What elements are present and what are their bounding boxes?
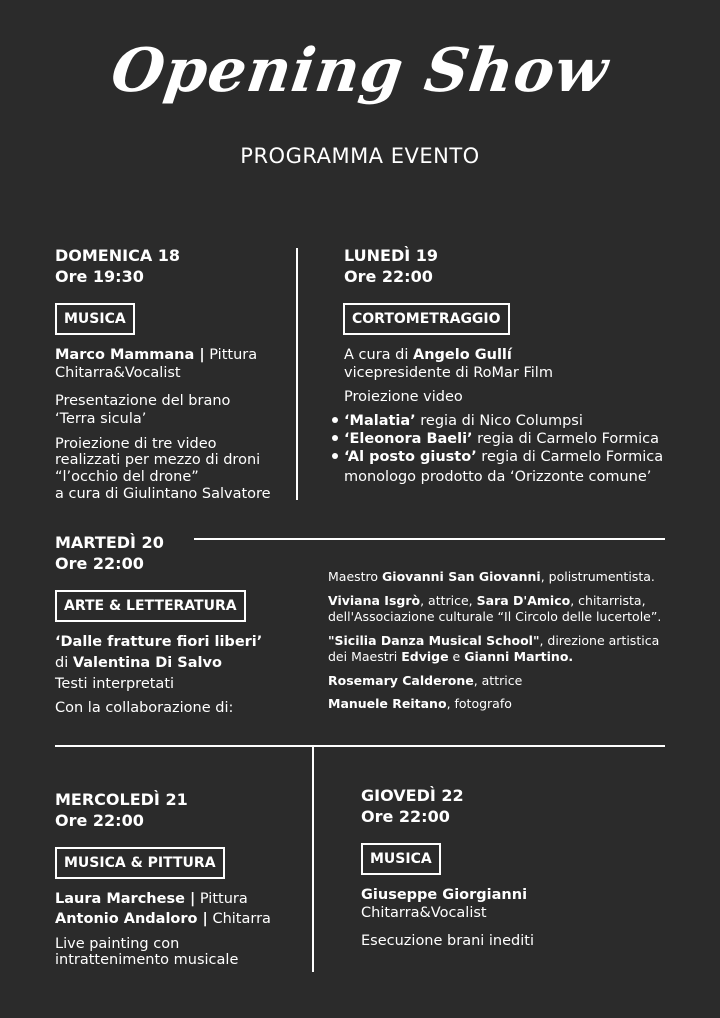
artist-role: Pittura xyxy=(195,891,248,907)
collaborator-item xyxy=(328,633,698,649)
collaborator-item xyxy=(328,593,698,609)
lunedi-tag: CORTOMETRAGGIO xyxy=(343,303,510,335)
vertical-divider-bottom xyxy=(312,747,314,972)
artist-name: Antonio Andaloro | xyxy=(55,911,208,927)
lunedi-day xyxy=(344,245,438,287)
page-subtitle: PROGRAMMA EVENTO xyxy=(240,144,480,168)
curator-name: Angelo Gullí xyxy=(413,347,512,363)
collab-name: Sara D'Amico xyxy=(476,593,571,608)
bullet-icon xyxy=(332,435,338,441)
film-item xyxy=(332,430,674,448)
giovedi-content xyxy=(361,886,661,950)
event-line: Presentazione del brano xyxy=(55,393,231,409)
collab-role: , chitarrista, xyxy=(570,593,646,608)
day-label: GIOVEDÌ 22 xyxy=(361,786,464,805)
event-line: intrattenimento musicale xyxy=(55,952,239,968)
time-label: Ore 22:00 xyxy=(55,811,144,830)
film-title: ‘Al posto giusto’ xyxy=(344,449,477,465)
film-director: regia di Nico Columpsi xyxy=(415,413,583,429)
collaborator-item xyxy=(328,696,698,712)
collab-role: , fotografo xyxy=(446,696,512,711)
event-line: ‘Terra sicula’ xyxy=(55,411,147,427)
artist-name: Giuseppe Giorgianni xyxy=(361,887,528,903)
work-title: ‘Dalle fratture fiori liberi’ xyxy=(55,634,263,650)
collab-role: , attrice xyxy=(473,673,523,688)
bullet-icon xyxy=(332,417,338,423)
time-label: Ore 22:00 xyxy=(361,807,450,826)
collaborator-item xyxy=(328,569,698,585)
time-label: Ore 22:00 xyxy=(344,267,433,286)
collaborator-item xyxy=(328,649,698,665)
artist-line xyxy=(55,890,305,908)
event-line: “l’occhio del drone” xyxy=(55,469,199,485)
film-director: regia di Carmelo Formica xyxy=(476,449,664,465)
giovedi-tag: MUSICA xyxy=(361,843,441,875)
artist-role: Pittura xyxy=(204,347,258,363)
film-director: regia di Carmelo Formica xyxy=(472,431,660,447)
collab-name: Manuele Reitano xyxy=(328,696,447,711)
time-label: Ore 19:30 xyxy=(55,267,144,286)
event-line: Proiezione di tre video xyxy=(55,436,217,452)
monologo-line: monologo prodotto da ‘Orizzonte comune’ xyxy=(344,469,652,485)
collab-prefix: Maestro xyxy=(328,569,383,584)
collab-name: Gianni Martino. xyxy=(464,649,574,664)
horizontal-divider-martedi xyxy=(194,538,665,540)
collab-label: Con la collaborazione di: xyxy=(55,700,234,716)
collab-name: Edvige xyxy=(401,649,449,664)
mercoledi-day xyxy=(55,789,188,831)
time-label: Ore 22:00 xyxy=(55,554,144,573)
artist-line xyxy=(55,910,305,928)
film-title: ‘Malatia’ xyxy=(344,413,416,429)
martedi-content xyxy=(55,633,310,717)
domenica-content xyxy=(55,346,290,502)
event-line: Live painting con xyxy=(55,936,180,952)
collab-name: "Sicilia Danza Musical School" xyxy=(328,633,540,648)
collab-name: Giovanni San Giovanni xyxy=(382,569,541,584)
artist-role: Chitarra&Vocalist xyxy=(361,905,487,921)
by-prefix: di xyxy=(55,655,73,671)
giovedi-day xyxy=(361,785,464,827)
author-line xyxy=(55,654,310,672)
event-line: realizzati per mezzo di droni xyxy=(55,452,261,468)
martedi-tag: ARTE & LETTERATURA xyxy=(55,590,246,622)
martedi-day xyxy=(55,532,164,574)
day-label: MERCOLEDÌ 21 xyxy=(55,790,188,809)
curator-role: vicepresidente di RoMar Film xyxy=(344,365,553,381)
curator-prefix: A cura di xyxy=(344,347,413,363)
proiezione-label: Proiezione video xyxy=(344,389,463,405)
artist-name: Laura Marchese | xyxy=(55,891,196,907)
author-name: Valentina Di Salvo xyxy=(72,655,222,671)
collab-role: , attrice, xyxy=(420,593,477,608)
film-item xyxy=(332,448,674,466)
film-item xyxy=(332,412,674,430)
bullet-icon xyxy=(332,453,338,459)
mercoledi-content xyxy=(55,890,305,968)
collaborators-list xyxy=(328,569,698,712)
vertical-divider-top xyxy=(296,248,298,500)
collab-role: , polistrumentista. xyxy=(540,569,655,584)
day-label: MARTEDÌ 20 xyxy=(55,533,164,552)
artist-role-2: Chitarra&Vocalist xyxy=(55,365,181,381)
domenica-tag: MUSICA xyxy=(55,303,135,335)
collab-name: Viviana Isgrò xyxy=(328,593,421,608)
film-title: ‘Eleonora Baeli’ xyxy=(344,431,473,447)
collaborator-item xyxy=(328,673,698,689)
horizontal-divider-bottom xyxy=(55,745,665,747)
day-label: LUNEDÌ 19 xyxy=(344,246,439,265)
artist-name: Marco Mammana | xyxy=(55,347,205,363)
page-title: Opening Show xyxy=(107,36,613,106)
testi-label: Testi interpretati xyxy=(55,676,175,692)
day-label: DOMENICA 18 xyxy=(55,246,181,265)
lunedi-content xyxy=(344,346,674,486)
curator-line xyxy=(344,346,674,364)
event-line: a cura di Giulintano Salvatore xyxy=(55,486,271,502)
artist-role: Chitarra xyxy=(207,911,271,927)
collab-role: , direzione artistica xyxy=(539,633,660,648)
artist-line xyxy=(55,346,290,364)
collab-association: dell'Associazione culturale “Il Circolo delle lucertole”. xyxy=(328,609,662,624)
collab-name: Rosemary Calderone xyxy=(328,673,474,688)
collab-prefix: dei Maestri xyxy=(328,649,402,664)
collab-conjunction: e xyxy=(448,649,465,664)
domenica-day xyxy=(55,245,180,287)
mercoledi-tag: MUSICA & PITTURA xyxy=(55,847,225,879)
event-line: Esecuzione brani inediti xyxy=(361,933,534,949)
